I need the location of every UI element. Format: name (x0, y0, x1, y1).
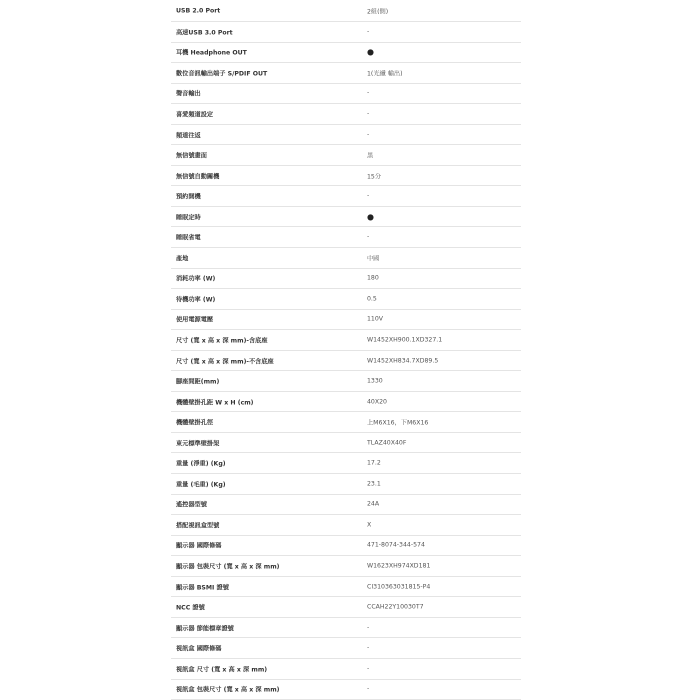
spec-value: - (367, 131, 370, 138)
spec-row (171, 330, 521, 351)
spec-row (171, 186, 521, 207)
spec-value: - (367, 28, 370, 36)
spec-row (171, 659, 521, 680)
spec-label: 機體壁掛孔距 W x H (cm) (176, 399, 254, 407)
spec-value: TLAZ40X40F (367, 439, 407, 447)
spec-row (171, 269, 521, 290)
spec-row (171, 556, 521, 577)
spec-label: 尺寸 (寬 x 高 x 深 mm)-不含底座 (176, 358, 274, 366)
spec-row (171, 0, 521, 22)
spec-row (171, 536, 521, 557)
spec-value: - (367, 665, 370, 673)
spec-label: 睡眠定時 (176, 214, 201, 222)
spec-row (171, 289, 521, 310)
spec-row (171, 166, 521, 187)
spec-row (171, 495, 521, 516)
spec-value: W1452XH834.7XD89.5 (367, 357, 439, 365)
spec-label: 視訊盒 國際條碼 (176, 645, 222, 653)
spec-row (171, 248, 521, 269)
spec-value: 471-8074-344-574 (367, 541, 425, 549)
spec-label: 高速USB 3.0 Port (176, 29, 233, 37)
spec-row (171, 412, 521, 433)
spec-row (171, 597, 521, 618)
spec-value: - (367, 644, 370, 652)
spec-value: - (367, 233, 370, 241)
spec-value: 24A (367, 500, 380, 508)
spec-row (171, 433, 521, 454)
spec-value: W1452XH900.1XD327.1 (367, 336, 443, 344)
spec-label: 腳座間距(mm) (176, 378, 220, 386)
spec-label: USB 2.0 Port (176, 7, 221, 14)
spec-value: 黑 (367, 152, 374, 160)
spec-label: 聲音輸出 (176, 90, 201, 98)
spec-row (171, 618, 521, 639)
spec-label: 無信號畫面 (176, 152, 207, 160)
spec-label: 數位音訊輸出端子 S/PDIF OUT (176, 70, 268, 78)
spec-row (171, 125, 521, 146)
spec-label: 待機功率 (W) (176, 296, 216, 304)
spec-row (171, 680, 521, 700)
spec-label: 視訊盒 包裝尺寸 (寬 x 高 x 深 mm) (176, 686, 280, 694)
spec-row (171, 207, 521, 228)
spec-row (171, 43, 521, 64)
spec-label: 顯示器 國際條碼 (176, 542, 222, 550)
spec-label: 使用電源電壓 (176, 316, 214, 324)
spec-row (171, 145, 521, 166)
spec-row (171, 392, 521, 413)
spec-row (171, 104, 521, 125)
spec-value: W1623XH974XD181 (367, 562, 431, 570)
spec-value: X (367, 521, 372, 529)
spec-value: ● (367, 212, 374, 222)
spec-value: 1(光纖 輸出) (367, 70, 403, 78)
spec-label: 視訊盒 尺寸 (寬 x 高 x 深 mm) (176, 666, 268, 674)
spec-row (171, 371, 521, 392)
spec-row (171, 351, 521, 372)
spec-row (171, 227, 521, 248)
spec-label: 搭配視訊盒型號 (176, 522, 220, 530)
spec-label: 顯示器 包裝尺寸 (寬 x 高 x 深 mm) (176, 563, 280, 571)
spec-value: - (367, 89, 370, 97)
spec-row (171, 515, 521, 536)
spec-row (171, 63, 521, 84)
spec-label: 顯示器 BSMI 證號 (176, 584, 229, 592)
spec-row (171, 577, 521, 598)
spec-label: 耳機 Headphone OUT (176, 49, 247, 57)
spec-row (171, 638, 521, 659)
spec-value: 23.1 (367, 480, 381, 488)
spec-value: 15分 (367, 173, 382, 181)
spec-value: CI310363031815-P4 (367, 583, 431, 591)
spec-label: 消耗功率 (W) (176, 275, 216, 283)
spec-value: 上M6X16，下M6X16 (367, 419, 429, 427)
spec-value: - (367, 192, 370, 200)
spec-value: 中國 (367, 255, 380, 263)
spec-row (171, 310, 521, 331)
spec-label: 機體壁掛孔徑 (176, 419, 214, 427)
spec-value: 2組(側) (367, 8, 389, 15)
spec-label: NCC 證號 (176, 604, 205, 612)
spec-value: ● (367, 47, 374, 57)
spec-label: 遙控器型號 (176, 501, 207, 509)
spec-label: 東元標準壁掛架 (176, 440, 220, 448)
spec-label: 重量 (淨重) (Kg) (176, 460, 226, 468)
spec-value: - (367, 624, 370, 632)
spec-value: 180 (367, 274, 379, 282)
spec-label: 重量 (毛重) (Kg) (176, 481, 226, 489)
spec-row (171, 453, 521, 474)
spec-row (171, 22, 521, 43)
spec-label: 預約開機 (176, 193, 201, 201)
spec-value: - (367, 110, 370, 118)
spec-table (171, 0, 521, 700)
spec-label: 無信號自動關機 (176, 173, 220, 181)
spec-value: CCAH22Y10030T7 (367, 603, 424, 611)
spec-label: 喜愛頻道設定 (176, 111, 214, 119)
spec-label: 顯示器 節能標章證號 (176, 625, 234, 633)
spec-value: 17.2 (367, 459, 381, 467)
spec-label: 睡眠省電 (176, 234, 201, 242)
spec-value: 40X20 (367, 398, 387, 406)
spec-label: 產地 (176, 255, 189, 263)
spec-label: 頻道往返 (176, 132, 201, 139)
spec-row (171, 474, 521, 495)
spec-value: 1330 (367, 377, 383, 385)
spec-label: 尺寸 (寬 x 高 x 深 mm)-含底座 (176, 337, 268, 345)
spec-value: - (367, 685, 370, 693)
spec-value: 0.5 (367, 295, 377, 303)
spec-value: 110V (367, 315, 384, 323)
spec-row (171, 84, 521, 105)
